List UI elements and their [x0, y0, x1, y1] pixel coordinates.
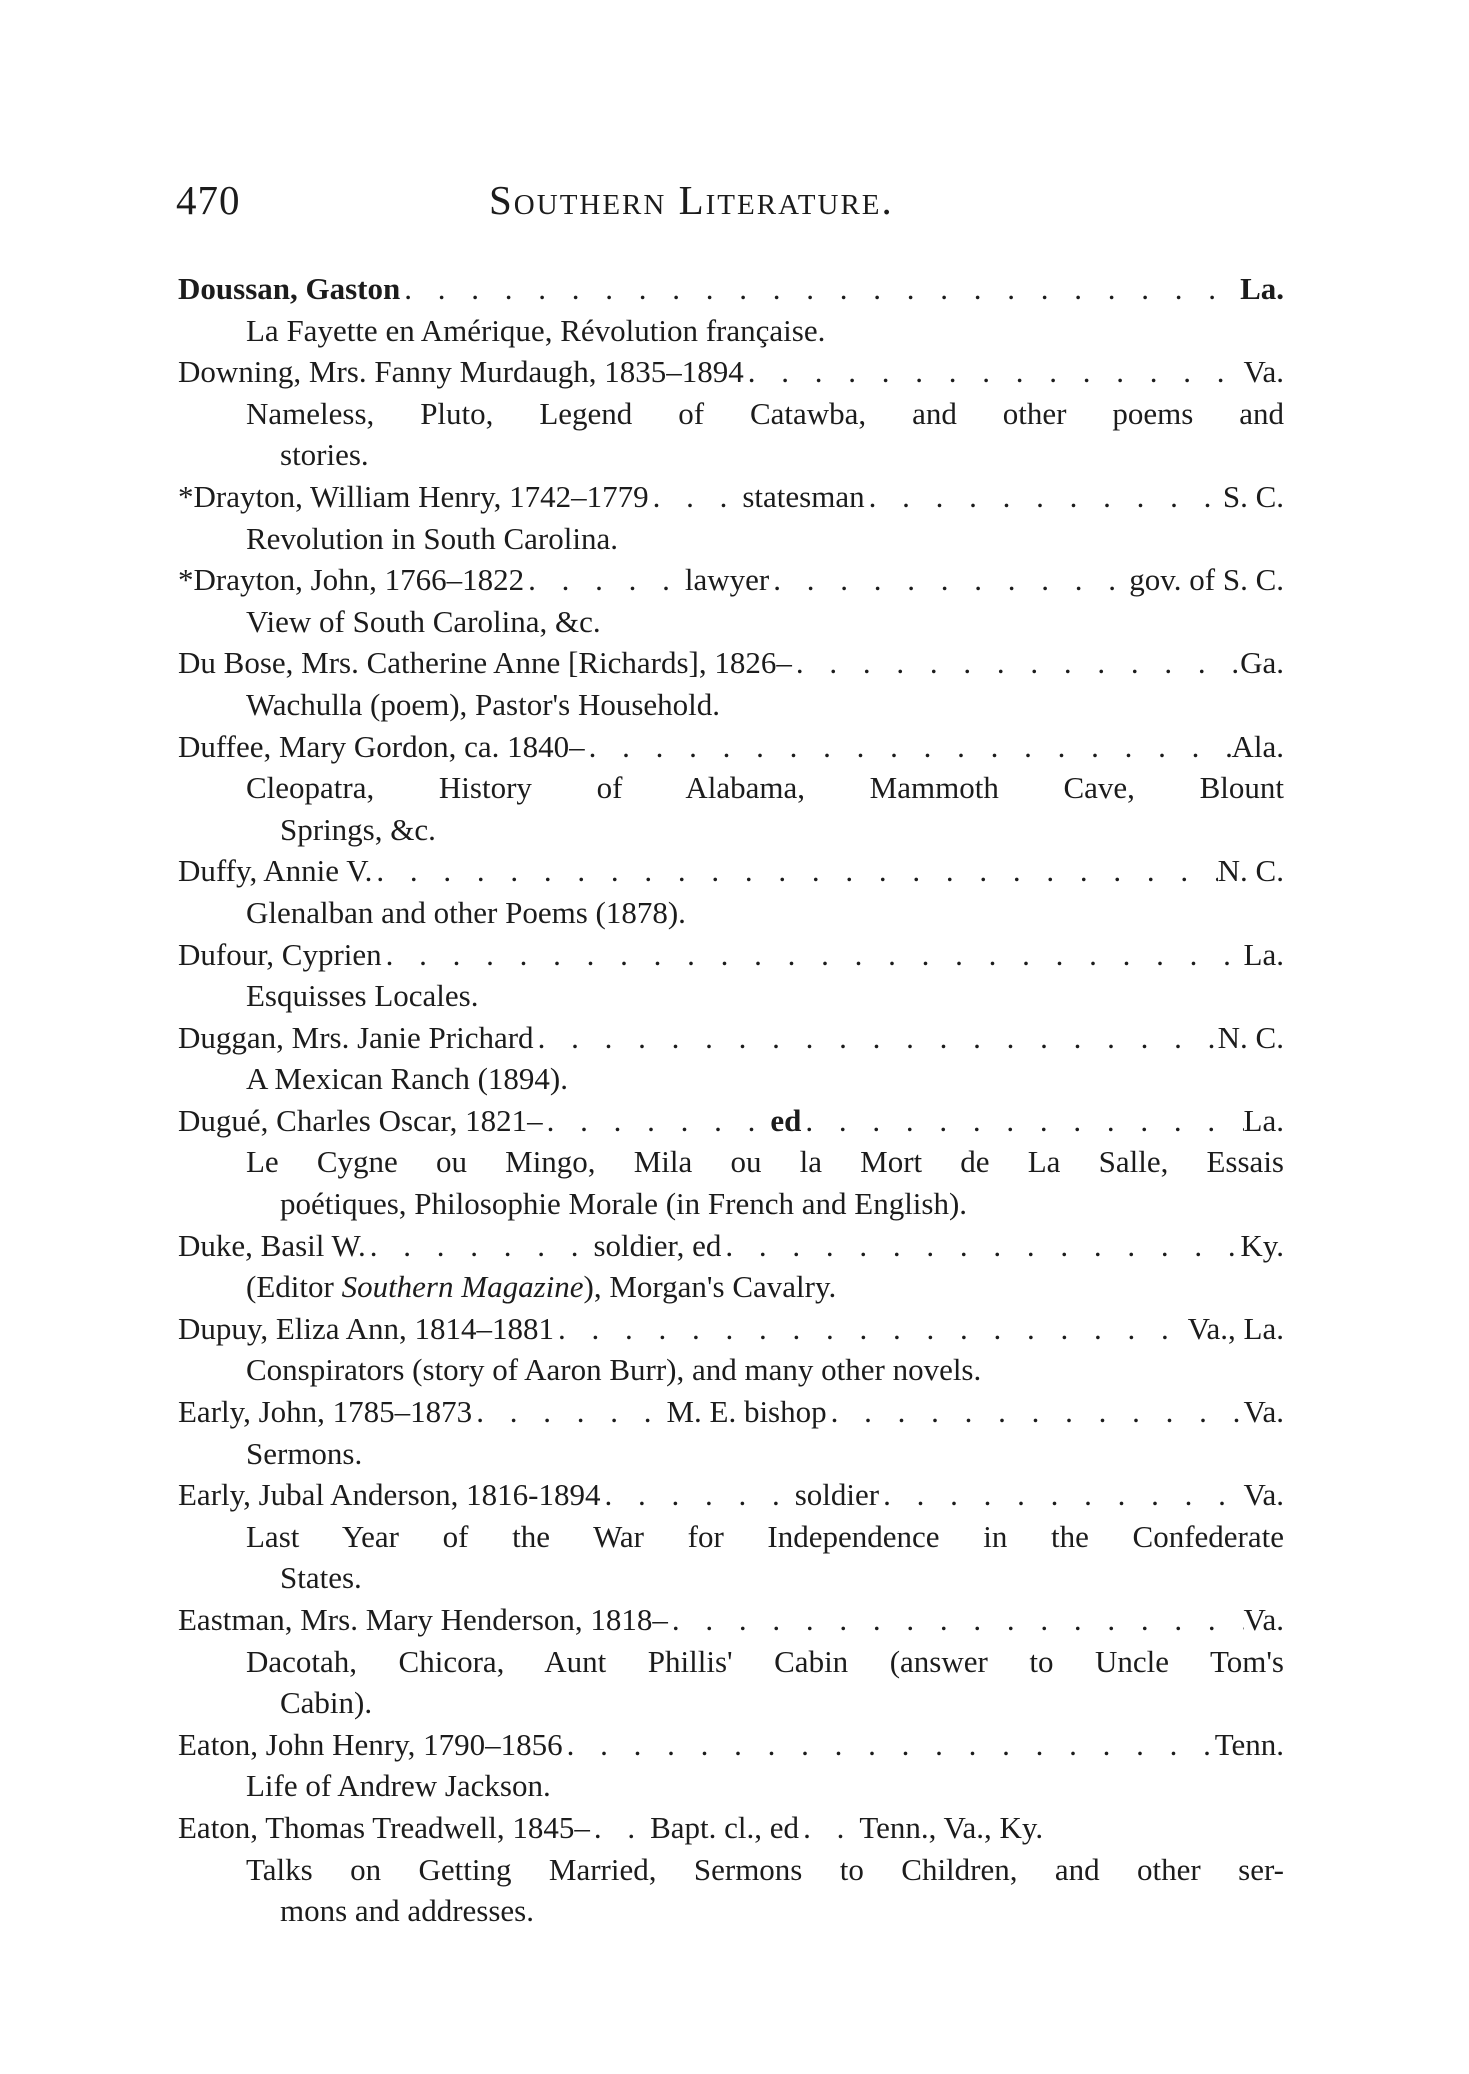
leader-dots: [827, 1391, 1244, 1433]
entry-heading: [178, 1225, 1284, 1267]
leader-dots: [865, 476, 1223, 518]
author-name: Duffee, Mary Gordon, ca. 1840–: [178, 728, 585, 764]
author-works: [178, 601, 1284, 643]
leader-dots: [372, 850, 1217, 892]
works-line: Conspirators (story of Aaron Burr), and many other novels.: [246, 1352, 982, 1388]
author-name: Du Bose, Mrs. Catherine Anne [Richards], 1826–: [178, 645, 792, 681]
author-name: Duggan, Mrs. Janie Prichard: [178, 1019, 534, 1055]
author-occupation: soldier: [794, 1477, 880, 1513]
leader-dots: [472, 1391, 666, 1433]
author-residence: N. C.: [1217, 853, 1284, 889]
works-line: States.: [280, 1560, 362, 1596]
author-name: Duffy, Annie V.: [178, 853, 373, 889]
leader-dots: [534, 1017, 1218, 1059]
author-residence: Va.: [1243, 1477, 1284, 1513]
author-entry: [178, 1308, 1284, 1391]
works-prefix: (Editor: [246, 1269, 342, 1305]
author-residence: Tenn., Va., Ky.: [859, 1809, 1044, 1845]
author-entry: [178, 1474, 1284, 1599]
author-works: [178, 518, 1284, 560]
works-line: poétiques, Philosophie Morale (in French and English).: [280, 1186, 968, 1222]
author-works: [178, 1349, 1284, 1391]
works-line: Revolution in South Carolina.: [246, 520, 618, 556]
author-name: Eaton, John Henry, 1790–1856: [178, 1726, 563, 1762]
works-line: Le Cygne ou Mingo, Mila ou la Mort de La Salle, Essais: [246, 1144, 1284, 1180]
author-entry: [178, 351, 1284, 476]
author-works: [178, 1849, 1284, 1932]
author-works: [178, 1765, 1284, 1807]
works-line: Cleopatra, History of Alabama, Mammoth Cave, Blount: [246, 770, 1284, 806]
works-line: Cabin).: [280, 1685, 373, 1721]
works-suffix: ), Morgan's Cavalry.: [583, 1269, 837, 1305]
author-entry: [178, 559, 1284, 642]
author-residence: La.: [1243, 1102, 1284, 1138]
author-occupation: ed: [770, 1102, 802, 1138]
works-line: Life of Andrew Jackson.: [246, 1768, 551, 1804]
leader-dots: [769, 559, 1129, 601]
author-works: [178, 1266, 1284, 1308]
works-line: View of South Carolina, &c.: [246, 603, 601, 639]
entry-heading: [178, 559, 1284, 601]
author-residence: Va.: [1243, 1602, 1284, 1637]
author-entry: [178, 1225, 1284, 1308]
author-residence: La.: [1243, 936, 1284, 972]
works-line: Sermons.: [246, 1435, 363, 1471]
author-occupation: statesman: [742, 478, 865, 514]
author-residence: La.: [1240, 271, 1284, 306]
entry-heading: [178, 726, 1284, 768]
leader-dots: [366, 1225, 594, 1267]
author-name: *Drayton, John, 1766–1822: [178, 562, 525, 598]
author-residence: Ga.: [1240, 645, 1284, 681]
author-entry: [178, 1391, 1284, 1474]
works-line: Springs, &c.: [280, 811, 436, 847]
entry-heading: [178, 1391, 1284, 1433]
author-works: [178, 975, 1284, 1017]
author-entry: [178, 1017, 1284, 1100]
works-line: Esquisses Locales.: [246, 978, 479, 1014]
author-entry-list: [178, 268, 1284, 1932]
works-line: Nameless, Pluto, Legend of Catawba, and other poems and: [246, 395, 1284, 431]
author-occupation: M. E. bishop: [666, 1394, 827, 1430]
entry-heading: [178, 1599, 1284, 1641]
leader-dots: [585, 726, 1232, 768]
entry-heading: [178, 850, 1284, 892]
leader-dots: [744, 351, 1244, 393]
author-residence: gov. of S. C.: [1129, 562, 1284, 598]
works-line: Dacotah, Chicora, Aunt Phillis' Cabin (answer to Uncle Tom's: [246, 1643, 1284, 1679]
leader-dots: [799, 1807, 859, 1849]
author-name: Dupuy, Eliza Ann, 1814–1881: [178, 1310, 554, 1346]
author-entry: [178, 1807, 1284, 1932]
leader-dots: [879, 1474, 1243, 1516]
author-entry: [178, 476, 1284, 559]
author-name: Eastman, Mrs. Mary Henderson, 1818–: [178, 1602, 668, 1637]
works-line: Wachulla (poem), Pastor's Household.: [246, 686, 721, 722]
entry-heading: [178, 1807, 1284, 1849]
author-entry: [178, 268, 1284, 351]
author-occupation: Bapt. cl., ed: [650, 1809, 800, 1845]
author-name: Downing, Mrs. Fanny Murdaugh, 1835–1894: [178, 354, 744, 390]
running-title: Southern Literature.: [489, 177, 894, 223]
author-works: [178, 767, 1284, 850]
author-name: Doussan, Gaston: [178, 271, 401, 306]
entry-heading: [178, 1017, 1284, 1059]
leader-dots: [590, 1807, 650, 1849]
author-occupation: lawyer: [684, 562, 770, 598]
leader-dots: [801, 1100, 1243, 1142]
entry-heading: [178, 1308, 1284, 1350]
author-residence: N. C.: [1217, 1019, 1284, 1055]
leader-dots: [649, 476, 743, 518]
author-name: *Drayton, William Henry, 1742–1779: [178, 478, 649, 514]
author-entry: [178, 726, 1284, 851]
author-name: Eaton, Thomas Treadwell, 1845–: [178, 1809, 590, 1845]
author-name: Early, Jubal Anderson, 1816-1894: [178, 1477, 601, 1513]
leader-dots: [668, 1599, 1244, 1641]
author-works: [178, 1058, 1284, 1100]
works-line: stories.: [280, 437, 369, 473]
author-name: Dugué, Charles Oscar, 1821–: [178, 1102, 543, 1138]
leader-dots: [524, 559, 685, 601]
leader-dots: [400, 268, 1240, 310]
author-residence: Va.: [1243, 1394, 1284, 1430]
leader-dots: [554, 1308, 1188, 1350]
author-works: [178, 393, 1284, 476]
entry-heading: [178, 476, 1284, 518]
author-works: [178, 684, 1284, 726]
entry-heading: [178, 1100, 1284, 1142]
author-residence: Ky.: [1240, 1227, 1284, 1263]
author-entry: [178, 934, 1284, 1017]
page-header: [176, 176, 1286, 236]
works-line: Talks on Getting Married, Sermons to Children, and other ser-: [246, 1851, 1284, 1887]
author-name: Early, John, 1785–1873: [178, 1394, 473, 1430]
author-name: Duke, Basil W.: [178, 1227, 366, 1263]
author-residence: Va., La.: [1187, 1310, 1284, 1346]
author-residence: Va.: [1243, 354, 1284, 390]
works-line: A Mexican Ranch (1894).: [246, 1061, 568, 1097]
works-line: [246, 1266, 1284, 1308]
entry-heading: [178, 268, 1284, 310]
leader-dots: [563, 1724, 1215, 1766]
leader-dots: [543, 1100, 771, 1142]
author-entry: [178, 1100, 1284, 1225]
author-works: [178, 1641, 1284, 1724]
works-line: Glenalban and other Poems (1878).: [246, 894, 686, 930]
author-residence: S. C.: [1222, 478, 1284, 514]
author-entry: [178, 1599, 1284, 1724]
author-entry: [178, 1724, 1284, 1807]
author-works: [178, 310, 1284, 352]
leader-dots: [382, 934, 1244, 976]
works-line: La Fayette en Amérique, Révolution française.: [246, 312, 826, 348]
leader-dots: [792, 642, 1240, 684]
author-entry: [178, 850, 1284, 933]
entry-heading: [178, 351, 1284, 393]
entry-heading: [178, 642, 1284, 684]
entry-heading: [178, 1724, 1284, 1766]
works-line: mons and addresses.: [280, 1893, 534, 1929]
entry-heading: [178, 1474, 1284, 1516]
leader-dots: [600, 1474, 794, 1516]
entry-heading: [178, 934, 1284, 976]
author-works: [178, 1516, 1284, 1599]
periodical-title: Southern Magazine: [341, 1269, 584, 1305]
author-occupation: soldier, ed: [593, 1227, 722, 1263]
author-name: Dufour, Cyprien: [178, 936, 382, 972]
author-works: [178, 892, 1284, 934]
author-residence: Tenn.: [1214, 1726, 1284, 1762]
author-entry: [178, 642, 1284, 725]
page-number: 470: [176, 177, 241, 223]
leader-dots: [721, 1225, 1240, 1267]
works-line: Last Year of the War for Independence in the Confederate: [246, 1518, 1284, 1554]
author-residence: Ala.: [1231, 728, 1284, 764]
author-works: [178, 1433, 1284, 1475]
author-works: [178, 1141, 1284, 1224]
